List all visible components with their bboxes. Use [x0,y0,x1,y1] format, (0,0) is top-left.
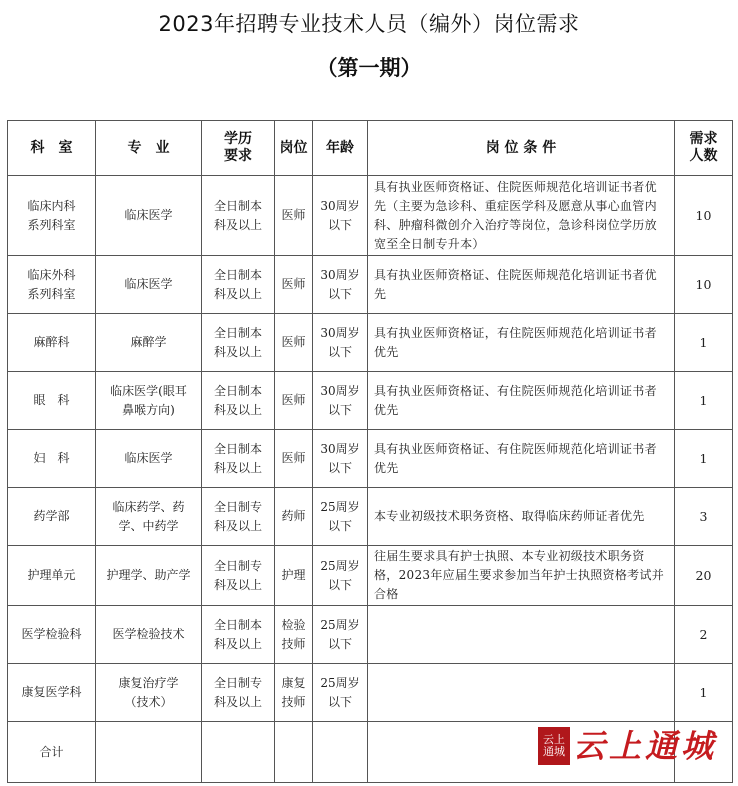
cell-edu: 全日制本 科及以上 [202,314,275,372]
cell-post: 检验 技师 [275,606,313,664]
page-subtitle: （第一期） [316,56,422,80]
cell-age: 25周岁 以下 [313,488,368,546]
cell-count: 10 [675,176,733,256]
cell-age: 30周岁 以下 [313,372,368,430]
cell-age: 25周岁 以下 [313,546,368,606]
table-cell [313,722,368,783]
cell-dept: 临床外科 系列科室 [8,256,96,314]
header-conditions: 岗 位 条 件 [368,121,675,176]
cell-post: 医师 [275,430,313,488]
cell-dept: 临床内科 系列科室 [8,176,96,256]
table-row [8,314,733,372]
page-title: 2023年招聘专业技术人员（编外）岗位需求 [158,12,580,36]
cell-post: 康复 技师 [275,664,313,722]
cell-edu: 全日制本 科及以上 [202,606,275,664]
cell-dept: 康复医学科 [8,664,96,722]
cell-major: 医学检验技术 [96,606,202,664]
table-row [8,176,733,256]
cell-dept: 医学检验科 [8,606,96,664]
cell-major: 康复治疗学 （技术） [96,664,202,722]
cell-dept: 妇 科 [8,430,96,488]
cell-post: 医师 [275,256,313,314]
cell-edu: 全日制本 科及以上 [202,176,275,256]
cell-major: 临床药学、药 学、中药学 [96,488,202,546]
cell-count: 1 [675,314,733,372]
cell-conditions: 往届生要求具有护士执照、本专业初级技术职务资格，2023年应届生要求参加当年护士执照资格考试并合格 [368,546,675,606]
cell-edu: 全日制专 科及以上 [202,546,275,606]
cell-edu: 全日制本 科及以上 [202,256,275,314]
cell-age: 25周岁 以下 [313,664,368,722]
cell-count: 1 [675,372,733,430]
cell-edu: 全日制本 科及以上 [202,430,275,488]
cell-dept: 药学部 [8,488,96,546]
cell-dept: 护理单元 [8,546,96,606]
header-post: 岗位 [275,121,313,176]
cell-conditions [368,606,675,664]
cell-post: 医师 [275,372,313,430]
cell-age: 30周岁 以下 [313,314,368,372]
cell-count: 1 [675,430,733,488]
table-row [8,488,733,546]
cell-age: 30周岁 以下 [313,430,368,488]
watermark-seal-icon: 云上 通城 [538,727,570,765]
cell-major: 临床医学(眼耳 鼻喉方向) [96,372,202,430]
cell-post: 医师 [275,176,313,256]
cell-major: 临床医学 [96,176,202,256]
cell-major: 临床医学 [96,256,202,314]
cell-count: 10 [675,256,733,314]
cell-age: 25周岁 以下 [313,606,368,664]
cell-count: 2 [675,606,733,664]
cell-count: 1 [675,664,733,722]
table-row [8,430,733,488]
header-age: 年龄 [313,121,368,176]
header-major: 专 业 [96,121,202,176]
cell-post: 药师 [275,488,313,546]
table-row [8,256,733,314]
table-row [8,372,733,430]
requirements-table [7,120,733,783]
header-edu: 学历 要求 [202,121,275,176]
watermark-logo: 云上通城 [573,727,718,765]
cell-conditions: 具有执业医师资格证、住院医师规范化培训证书者优先（主要为急诊科、重症医学科及愿意从事心血管内科、肿瘤科微创介入治疗等岗位，急诊科岗位学历放宽至全日制专升本） [368,176,675,256]
cell-major: 临床医学 [96,430,202,488]
cell-count: 20 [675,546,733,606]
cell-edu: 全日制专 科及以上 [202,664,275,722]
cell-major: 护理学、助产学 [96,546,202,606]
cell-age: 30周岁 以下 [313,176,368,256]
header-dept: 科 室 [8,121,96,176]
cell-conditions [368,664,675,722]
table-row [8,664,733,722]
cell-post: 护理 [275,546,313,606]
cell-conditions: 具有执业医师资格证、有住院医师规范化培训证书者优先 [368,430,675,488]
header-row [8,121,733,176]
cell-edu: 全日制本 科及以上 [202,372,275,430]
cell-count: 3 [675,488,733,546]
table-row [8,606,733,664]
table-cell [202,722,275,783]
cell-conditions: 具有执业医师资格证、有住院医师规范化培训证书者优先 [368,372,675,430]
cell-age: 30周岁 以下 [313,256,368,314]
header-count: 需求 人数 [675,121,733,176]
cell-conditions: 具有执业医师资格证、住院医师规范化培训证书者优先 [368,256,675,314]
table-row [8,546,733,606]
cell-dept: 眼 科 [8,372,96,430]
table-cell [96,722,202,783]
total-label: 合计 [8,722,96,783]
cell-conditions: 本专业初级技术职务资格、取得临床药师证者优先 [368,488,675,546]
cell-conditions: 具有执业医师资格证，有住院医师规范化培训证书者优先 [368,314,675,372]
cell-post: 医师 [275,314,313,372]
cell-edu: 全日制专 科及以上 [202,488,275,546]
cell-major: 麻醉学 [96,314,202,372]
cell-dept: 麻醉科 [8,314,96,372]
table-cell [275,722,313,783]
